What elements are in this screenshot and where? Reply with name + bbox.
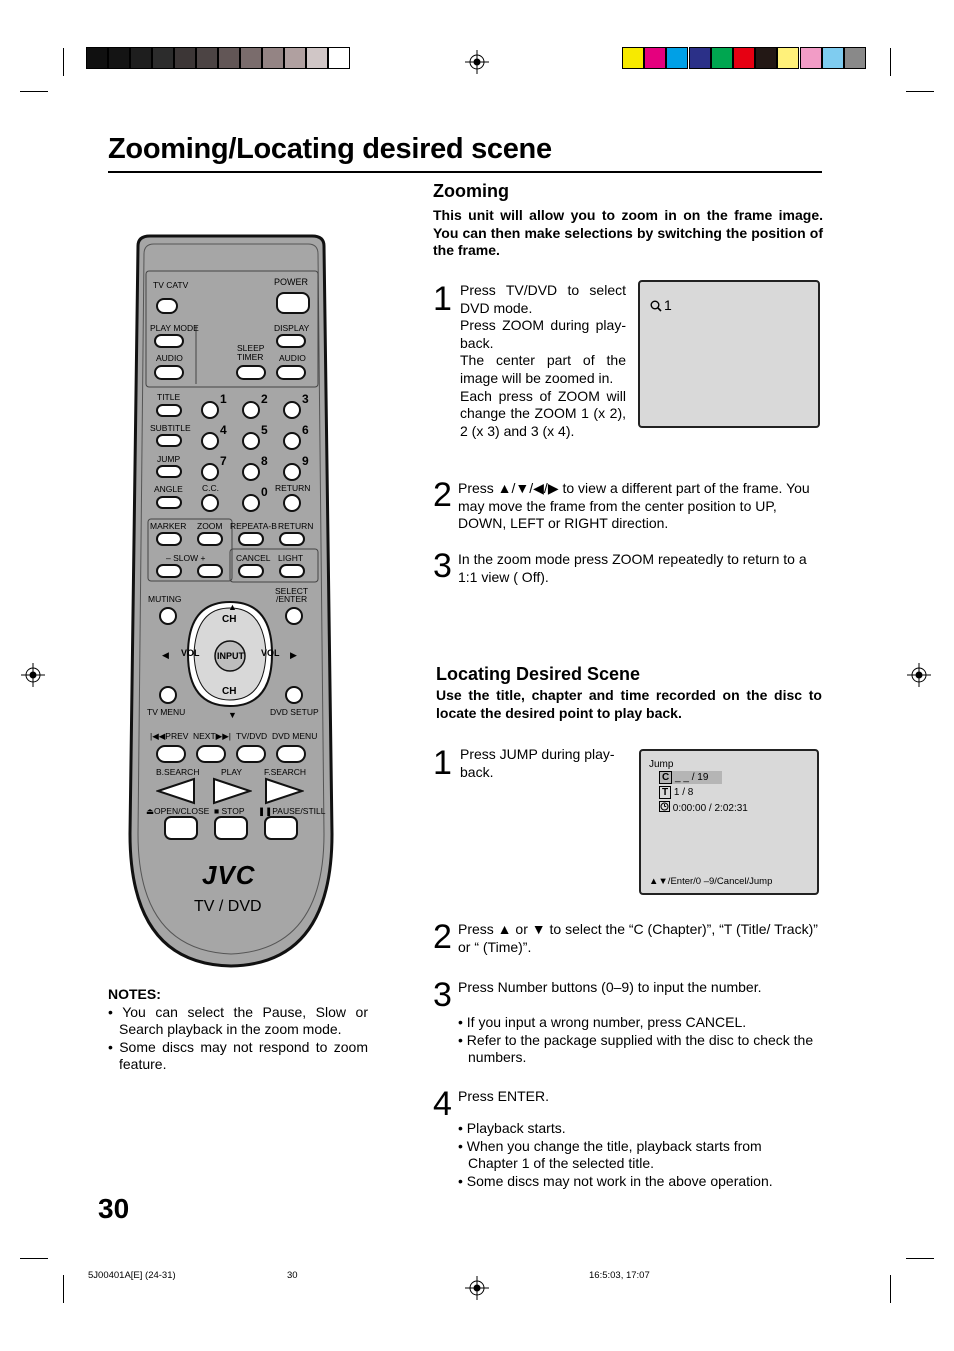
color-swatch	[689, 47, 711, 69]
pause-icon: ❚❚	[258, 806, 273, 816]
next-text: NEXT	[193, 731, 216, 741]
crop-mark	[890, 48, 891, 76]
digit-8-label: 8	[261, 454, 268, 468]
locating-intro: Use the title, chapter and time recorded on the disc to locate the desired point to play back.	[436, 687, 822, 721]
subtitle-label: SUBTITLE	[150, 423, 191, 433]
audio-right-label: AUDIO	[279, 353, 306, 363]
repeat-ab-label: REPEATA-B	[230, 521, 277, 531]
jump-title-row	[659, 786, 693, 799]
gray-swatch	[284, 47, 306, 69]
chapter-key: C	[659, 771, 672, 784]
muting-button[interactable]	[159, 607, 177, 625]
prev-label	[150, 732, 188, 741]
audio-label: AUDIO	[156, 353, 183, 363]
digit-2-button[interactable]	[242, 401, 260, 419]
gray-swatch	[328, 47, 350, 69]
digit-7-button[interactable]	[201, 463, 219, 481]
ch-up-label: CH	[222, 614, 237, 625]
tv-menu-button[interactable]	[159, 686, 177, 704]
color-swatch	[800, 47, 822, 69]
digit-0-label: 0	[261, 485, 268, 499]
muting-label: MUTING	[148, 594, 182, 604]
tv-menu-label: TV MENU	[147, 707, 186, 717]
marker-label: MARKER	[150, 521, 187, 531]
zooming-intro: This unit will allow you to zoom in on the frame image. You can then make selections by switching the position of the frame.	[433, 207, 823, 258]
return-label: RETURN	[275, 483, 311, 493]
digit-3-label: 3	[302, 392, 309, 406]
color-swatch	[666, 47, 688, 69]
registration-mark-icon	[465, 50, 489, 74]
locate-step-3-number: 3	[433, 976, 452, 1014]
tv-dvd-model-label: TV / DVD	[194, 898, 262, 915]
tvdvd-button[interactable]	[236, 745, 266, 763]
down-arrow-icon[interactable]: ▼	[228, 710, 237, 720]
locate-step-2-number: 2	[433, 918, 452, 956]
stop-label	[214, 807, 245, 816]
pause-still-button[interactable]	[264, 816, 298, 840]
locate-step-2-text: Press ▲ or ▼ to select the “C (Chapter)”, “T (Title/ Track)” or “ (Time)”.	[458, 921, 818, 955]
color-swatch	[755, 47, 777, 69]
digit-6-label: 6	[302, 423, 309, 437]
zoom-step-2-number: 2	[433, 476, 452, 514]
zoom-step-1-text	[460, 282, 626, 440]
dvd-menu-button[interactable]	[276, 745, 306, 763]
crop-mark	[20, 91, 48, 92]
next-button[interactable]	[196, 745, 226, 763]
jump-chapter-row	[659, 771, 722, 784]
digit-8-button[interactable]	[242, 463, 260, 481]
zoom-button[interactable]	[197, 532, 223, 546]
digit-0-button[interactable]	[242, 494, 260, 512]
zooming-heading: Zooming	[433, 181, 509, 201]
return-button[interactable]	[283, 494, 301, 512]
page-title: Zooming/Locating desired scene	[108, 133, 552, 165]
zoom-level-text: 1	[664, 297, 672, 313]
play-label: PLAY	[221, 767, 243, 777]
locate-step-4-bullet-2: • When you change the title, playback starts from Chapter 1 of the selected title.	[458, 1137, 762, 1172]
display-label: DISPLAY	[274, 323, 310, 333]
locating-heading: Locating Desired Scene	[436, 664, 641, 684]
tv-catv-label: TV CATV	[153, 280, 189, 290]
digit-5-button[interactable]	[242, 432, 260, 450]
zoom-step-3-number: 3	[433, 547, 452, 585]
locate-step-1-number: 1	[433, 744, 452, 782]
light-label: LIGHT	[278, 553, 304, 563]
locate-step-3-bullet-2: • Refer to the package supplied with the disc to check the numbers.	[458, 1031, 814, 1066]
jump-screen-title: Jump	[649, 759, 674, 770]
repeat-ab-button[interactable]	[238, 532, 264, 546]
digit-1-label: 1	[220, 392, 227, 406]
note-item-1: • You can select the Pause, Slow or Search playback in the zoom mode.	[108, 1003, 368, 1037]
locate-step-4-text: Press ENTER.	[458, 1088, 550, 1104]
zoom-step-1-line-3: The center part of the image will be zoomed in.	[460, 352, 626, 386]
digit-3-button[interactable]	[283, 401, 301, 419]
dvd-setup-button[interactable]	[285, 686, 303, 704]
gray-swatch	[306, 47, 328, 69]
locate-step-3-text: Press Number buttons (0–9) to input the number.	[458, 979, 762, 995]
jump-screen-illustration	[639, 749, 819, 895]
ch-down-label: CH	[222, 686, 237, 697]
enter-label: /ENTER	[276, 594, 308, 604]
note-text: You can select the Pause, Slow or Search playback in the zoom mode.	[119, 1003, 368, 1037]
digit-1-button[interactable]	[201, 401, 219, 419]
play-mode-label: PLAY MODE	[150, 323, 199, 333]
timer-label: TIMER	[237, 352, 264, 362]
digit-7-label: 7	[220, 454, 227, 468]
gray-swatch	[130, 47, 152, 69]
remote-control-illustration	[126, 234, 336, 969]
notes-heading: NOTES:	[108, 986, 161, 1002]
color-swatch	[844, 47, 866, 69]
light-button[interactable]	[279, 564, 305, 578]
bullet-text: Playback starts.	[466, 1120, 566, 1136]
footer-page: 30	[287, 1270, 298, 1281]
registration-mark-icon	[465, 1276, 489, 1300]
dvd-setup-label: DVD SETUP	[270, 707, 319, 717]
open-close-button[interactable]	[164, 816, 198, 840]
marker-button[interactable]	[156, 532, 182, 546]
time-value: 0:00:00 / 2:02:31	[672, 803, 748, 814]
prev-text: PREV	[165, 731, 189, 741]
stop-button[interactable]	[214, 816, 248, 840]
play-mode-button[interactable]	[154, 334, 184, 348]
audio-right-button[interactable]	[276, 365, 306, 380]
zoom-step-1-line-1: Press TV/DVD to select DVD mode.	[460, 282, 626, 316]
crop-mark	[906, 91, 934, 92]
bsearch-button[interactable]	[156, 777, 196, 805]
footer-code: 5J00401A[E] (24-31)	[88, 1270, 176, 1281]
color-swatch	[711, 47, 733, 69]
notes-block	[108, 986, 368, 1074]
gray-swatch	[86, 47, 108, 69]
bullet-text: Some discs may not work in the above operation.	[466, 1172, 773, 1189]
gray-swatch	[262, 47, 284, 69]
note-item-2: • Some discs may not respond to zoom feature.	[108, 1038, 368, 1072]
locate-step-4-bullet-1: • Playback starts.	[458, 1120, 566, 1136]
locate-step-4-number: 4	[433, 1085, 452, 1123]
clock-icon	[659, 801, 670, 812]
color-swatch	[644, 47, 666, 69]
registration-mark-icon	[907, 663, 931, 687]
prev-button[interactable]	[156, 745, 186, 763]
digit-5-label: 5	[261, 423, 268, 437]
cc-label: C.C.	[202, 483, 219, 493]
input-label: INPUT	[217, 651, 244, 661]
angle-label: ANGLE	[154, 484, 183, 494]
zoom-step-1-number: 1	[433, 280, 452, 318]
digit-9-label: 9	[302, 454, 309, 468]
title-key: T	[659, 786, 671, 799]
crop-mark	[20, 1258, 48, 1259]
bullet-text: If you input a wrong number, press CANCEL.	[466, 1014, 747, 1030]
locate-step-1-text: Press JUMP during play-back.	[460, 746, 615, 780]
zoom-step-1-line-2: Press ZOOM during play-back.	[460, 317, 626, 351]
zoom-step-3-text: In the zoom mode press ZOOM repeatedly to return to a 1:1 view ( Off).	[458, 551, 807, 585]
crop-mark	[906, 1258, 934, 1259]
crop-mark	[890, 1275, 891, 1303]
slow-label: – SLOW +	[166, 553, 206, 563]
locate-step-3-bullets	[458, 1014, 824, 1067]
play-button[interactable]	[212, 777, 252, 805]
locate-step-3-bullet-1: • If you input a wrong number, press CANCEL.	[458, 1014, 747, 1030]
tvdvd-label: TV/DVD	[236, 731, 268, 741]
eject-icon: ⏏	[146, 806, 155, 816]
next-icon: ▶▶|	[215, 731, 231, 741]
color-swatch	[733, 47, 755, 69]
stop-icon: ■	[214, 806, 222, 816]
footer-time: 16:5:03, 17:07	[589, 1270, 650, 1281]
jump-label: JUMP	[157, 454, 181, 464]
slow-minus-button[interactable]	[156, 564, 182, 578]
subtitle-button[interactable]	[156, 434, 182, 447]
next-label	[193, 732, 231, 741]
bullet-text: When you change the title, playback starts from Chapter 1 of the selected title.	[466, 1137, 762, 1172]
prev-icon: |◀◀	[150, 731, 166, 741]
jump-button[interactable]	[156, 465, 182, 478]
jump-time-row	[659, 801, 748, 814]
up-arrow-icon[interactable]: ▲	[228, 602, 237, 612]
select-enter-button[interactable]	[285, 607, 303, 625]
gray-swatch	[240, 47, 262, 69]
crop-mark	[63, 1275, 64, 1303]
select-label: SELECT	[275, 586, 309, 596]
note-text: Some discs may not respond to zoom feature.	[119, 1038, 368, 1072]
left-arrow-icon[interactable]: ◀	[162, 650, 169, 660]
zoom-label: ZOOM	[197, 521, 223, 531]
audio-button[interactable]	[154, 365, 184, 380]
digit-4-button[interactable]	[201, 432, 219, 450]
gray-swatch	[108, 47, 130, 69]
vol-up-label: VOL	[261, 648, 280, 658]
tv-catv-switch[interactable]	[156, 298, 178, 314]
title-value: 1 / 8	[673, 787, 694, 798]
cancel-label: CANCEL	[236, 553, 271, 563]
zoom-step-1-line-4: Each press of ZOOM will change the ZOOM 1 (x 2), 2 (x 3) and 3 (x 4).	[460, 387, 626, 439]
jvc-logo: JVC	[202, 860, 256, 890]
display-button[interactable]	[276, 334, 306, 348]
open-close-label	[146, 807, 209, 816]
right-arrow-icon[interactable]: ▶	[290, 650, 297, 660]
magnifier-icon	[650, 300, 662, 312]
title-label: TITLE	[157, 392, 181, 402]
return-right-button[interactable]	[279, 532, 305, 546]
bsearch-label: B.SEARCH	[156, 767, 200, 777]
digit-2-label: 2	[261, 392, 268, 406]
vol-down-label: VOL	[181, 648, 200, 658]
page-number: 30	[98, 1193, 130, 1224]
gray-swatch	[174, 47, 196, 69]
zoom-screen-illustration	[638, 280, 820, 428]
sleep-timer-button[interactable]	[236, 365, 266, 380]
return-right-label: RETURN	[278, 521, 314, 531]
crop-mark	[63, 48, 64, 76]
title-rule	[108, 171, 822, 173]
jump-screen-footer: ▲▼/Enter/0 –9/Cancel/Jump	[649, 876, 773, 887]
title-button[interactable]	[156, 404, 182, 417]
pause-still-label	[258, 807, 325, 816]
color-swatch	[822, 47, 844, 69]
locate-step-4-bullet-3: • Some discs may not work in the above operation.	[458, 1172, 773, 1189]
chapter-value: _ _ / 19	[675, 772, 709, 783]
locate-step-4-bullets	[458, 1120, 788, 1190]
digit-6-button[interactable]	[283, 432, 301, 450]
gray-swatch	[218, 47, 240, 69]
open-close-text: OPEN/CLOSE	[154, 806, 210, 816]
digit-9-button[interactable]	[283, 463, 301, 481]
gray-swatch	[196, 47, 218, 69]
color-swatch	[622, 47, 644, 69]
sleep-label: SLEEP	[237, 343, 265, 353]
cc-button[interactable]	[201, 494, 219, 512]
power-button[interactable]	[276, 292, 310, 314]
registration-mark-icon	[21, 663, 45, 687]
fsearch-label: F.SEARCH	[264, 767, 307, 777]
angle-button[interactable]	[156, 496, 182, 509]
gray-swatch	[152, 47, 174, 69]
color-swatch	[777, 47, 799, 69]
cancel-button[interactable]	[238, 564, 264, 578]
fsearch-button[interactable]	[264, 777, 304, 805]
digit-4-label: 4	[220, 423, 227, 437]
pause-still-text: PAUSE/STILL	[272, 806, 326, 816]
stop-text: STOP	[221, 806, 245, 816]
bullet-text: Refer to the package supplied with the disc to check the numbers.	[466, 1031, 814, 1066]
power-label: POWER	[274, 277, 309, 287]
zoom-step-2-text: Press ▲/▼/◀/▶ to view a different part of the frame. You may move the frame from the center position to UP, DOWN, LEFT or RIGHT direction.	[458, 480, 810, 532]
dvd-menu-label: DVD MENU	[272, 731, 318, 741]
slow-plus-button[interactable]	[197, 564, 223, 578]
